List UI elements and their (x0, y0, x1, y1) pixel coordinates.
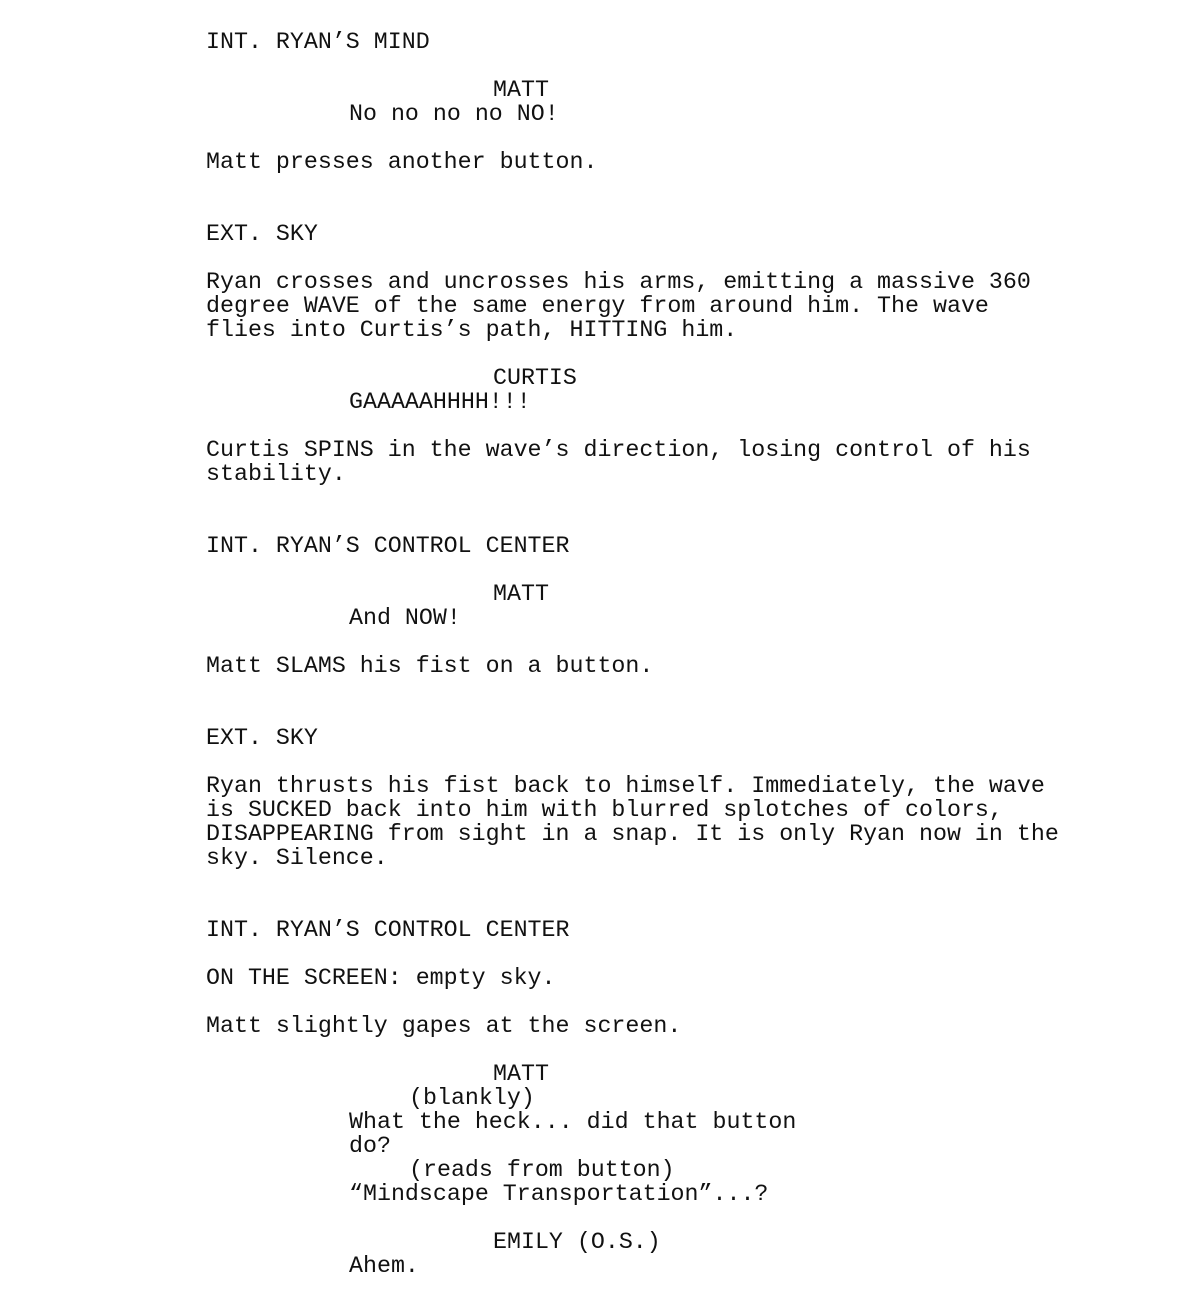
character-name-block (0, 582, 1203, 606)
action-line-block (0, 150, 1203, 174)
character-name-block (0, 1062, 1203, 1086)
character-name-block (0, 366, 1203, 390)
action-line-block (0, 966, 1203, 990)
blank-line (0, 342, 1203, 366)
blank-line (0, 1038, 1203, 1062)
action-line: Ryan thrusts his fist back to himself. Immediately, the wave (206, 773, 1045, 799)
action-line: Matt SLAMS his fist on a button. (206, 653, 654, 679)
action-line: is SUCKED back into him with blurred splotches of colors, (206, 797, 1003, 823)
blank-line (0, 414, 1203, 438)
action-line: ON THE SCREEN: empty sky. (206, 965, 556, 991)
screenplay-page (0, 30, 1203, 1278)
dialogue-line: “Mindscape Transportation”...? (349, 1181, 769, 1207)
action-line: Ryan crosses and uncrosses his arms, emitting a massive 360 (206, 269, 1031, 295)
dialogue-line-block (0, 102, 1203, 126)
scene-heading-block (0, 726, 1203, 750)
action-line: flies into Curtis’s path, HITTING him. (206, 317, 738, 343)
blank-line (0, 630, 1203, 654)
dialogue-line: No no no no NO! (349, 101, 559, 127)
blank-line (0, 558, 1203, 582)
action-line: degree WAVE of the same energy from around him. The wave (206, 293, 989, 319)
action-line-block (0, 654, 1203, 678)
action-line: Curtis SPINS in the wave’s direction, losing control of his (206, 437, 1031, 463)
blank-line (0, 54, 1203, 78)
scene-heading-block (0, 918, 1203, 942)
scene-heading: INT. RYAN’S MIND (206, 29, 430, 55)
dialogue-line: GAAAAAHHHH!!! (349, 389, 531, 415)
action-line-block (0, 1014, 1203, 1038)
blank-line (0, 870, 1203, 894)
parenthetical: (reads from button) (409, 1157, 675, 1183)
blank-line (0, 198, 1203, 222)
action-line: stability. (206, 461, 346, 487)
blank-line (0, 246, 1203, 270)
action-line: DISAPPEARING from sight in a snap. It is only Ryan now in the (206, 821, 1059, 847)
character-name: MATT (493, 581, 549, 607)
blank-line (0, 510, 1203, 534)
scene-heading: INT. RYAN’S CONTROL CENTER (206, 533, 570, 559)
dialogue-line: And NOW! (349, 605, 461, 631)
blank-line (0, 486, 1203, 510)
action-line: Matt presses another button. (206, 149, 598, 175)
blank-line (0, 126, 1203, 150)
dialogue-line-block (0, 1182, 1203, 1206)
character-name-block (0, 1230, 1203, 1254)
scene-heading: INT. RYAN’S CONTROL CENTER (206, 917, 570, 943)
action-line-block (0, 774, 1203, 870)
parenthetical-block (0, 1086, 1203, 1110)
dialogue-line-block (0, 1254, 1203, 1278)
action-line-block (0, 270, 1203, 342)
blank-line (0, 174, 1203, 198)
character-name: EMILY (O.S.) (493, 1229, 661, 1255)
scene-heading-block (0, 534, 1203, 558)
scene-heading-block (0, 30, 1203, 54)
dialogue-line: do? (349, 1133, 391, 1159)
blank-line (0, 894, 1203, 918)
action-line-block (0, 438, 1203, 486)
character-name-block (0, 78, 1203, 102)
scene-heading-block (0, 222, 1203, 246)
blank-line (0, 1206, 1203, 1230)
parenthetical-block (0, 1158, 1203, 1182)
dialogue-line-block (0, 1110, 1203, 1158)
parenthetical: (blankly) (409, 1085, 535, 1111)
blank-line (0, 702, 1203, 726)
action-line: sky. Silence. (206, 845, 388, 871)
blank-line (0, 750, 1203, 774)
character-name: MATT (493, 1061, 549, 1087)
character-name: MATT (493, 77, 549, 103)
dialogue-line-block (0, 606, 1203, 630)
blank-line (0, 990, 1203, 1014)
dialogue-line: What the heck... did that button (349, 1109, 797, 1135)
dialogue-line: Ahem. (349, 1253, 419, 1279)
blank-line (0, 678, 1203, 702)
blank-line (0, 942, 1203, 966)
scene-heading: EXT. SKY (206, 725, 318, 751)
character-name: CURTIS (493, 365, 577, 391)
scene-heading: EXT. SKY (206, 221, 318, 247)
action-line: Matt slightly gapes at the screen. (206, 1013, 682, 1039)
dialogue-line-block (0, 390, 1203, 414)
